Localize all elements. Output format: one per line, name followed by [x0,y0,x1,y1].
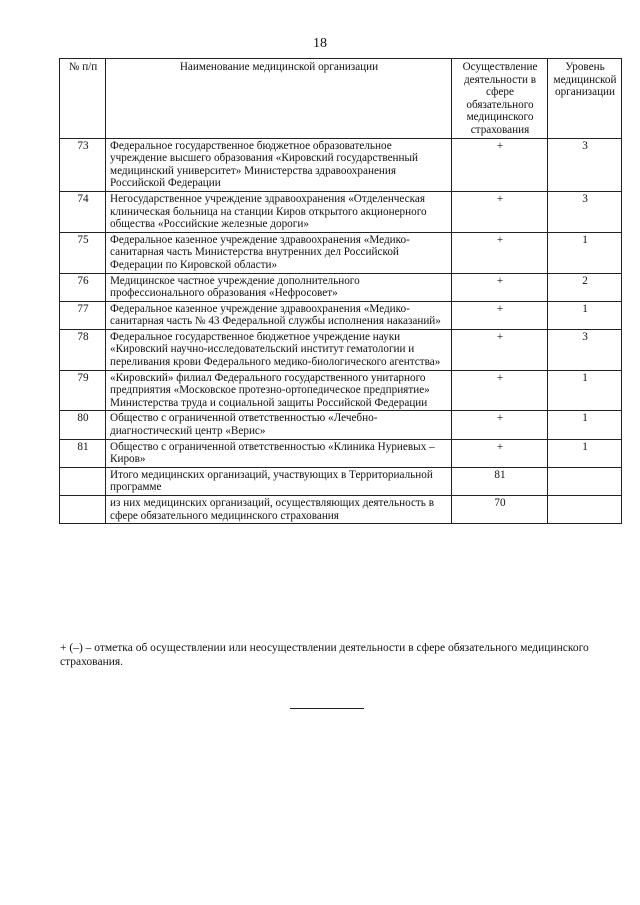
organization-name: Федеральное казенное учреждение здравоохранения «Медико-санитарная часть Министерства внутренних дел Российской Федерации по Кировской области» [106,232,452,273]
oms-mark: + [452,232,548,273]
oms-mark: + [452,301,548,329]
total-row [60,496,622,524]
row-number: 81 [60,439,106,467]
organization-name: Общество с ограниченной ответственностью «Лечебно-диагностический центр «Верис» [106,411,452,439]
organization-name: Федеральное казенное учреждение здравоохранения «Медико-санитарная часть № 43 Федеральной службы исполнения наказаний» [106,301,452,329]
table-row [60,301,622,329]
footnote: + (–) – отметка об осуществлении или неосуществлении деятельности в сфере обязательного медицинского страхования. [60,642,589,668]
organization-level: 1 [548,370,622,411]
closing-rule [290,708,364,709]
table-row [60,411,622,439]
oms-mark: + [452,411,548,439]
table-row [60,191,622,232]
total-value: 70 [452,496,548,524]
table-header-row [60,59,622,139]
empty-cell [548,496,622,524]
table-row [60,232,622,273]
organization-name: Медицинское частное учреждение дополнительного профессионального образования «Нефросовет» [106,273,452,301]
row-number: 80 [60,411,106,439]
row-number: 74 [60,191,106,232]
organization-name: Общество с ограниченной ответственностью «Клиника Нуриевых – Киров» [106,439,452,467]
empty-cell [60,467,106,495]
organization-level: 2 [548,273,622,301]
header-number: № п/п [60,59,106,139]
row-number: 75 [60,232,106,273]
page-number: 18 [313,36,327,51]
oms-mark: + [452,191,548,232]
header-level: Уровень медицинской организации [548,59,622,139]
organization-level: 3 [548,191,622,232]
empty-cell [60,496,106,524]
oms-mark: + [452,329,548,370]
table-row [60,370,622,411]
empty-cell [548,467,622,495]
organization-name: «Кировский» филиал Федерального государственного унитарного предприятия «Московское протезно-ортопедическое предприятие» Министерства труда и социальной защиты Российской Федерации [106,370,452,411]
organization-level: 1 [548,232,622,273]
total-row [60,467,622,495]
header-oms: Осуществление деятельности в сфере обязательного медицинского страхования [452,59,548,139]
oms-mark: + [452,273,548,301]
row-number: 79 [60,370,106,411]
row-number: 76 [60,273,106,301]
total-value: 81 [452,467,548,495]
oms-mark: + [452,370,548,411]
organization-level: 1 [548,439,622,467]
table-row [60,439,622,467]
medical-organizations-table [59,58,622,524]
organization-name: Федеральное государственное бюджетное образовательное учреждение высшего образования «Кировский государственный медицинский университет» Министерства здравоохранения Российской Федерации [106,138,452,191]
organization-level: 1 [548,411,622,439]
total-label: Итого медицинских организаций, участвующих в Территориальной программе [106,467,452,495]
organization-name: Федеральное государственное бюджетное учреждение науки «Кировский научно-исследовательский институт гематологии и переливания крови Федерального медико-биологического агентства» [106,329,452,370]
total-label: из них медицинских организаций, осуществляющих деятельность в сфере обязательного медицинского страхования [106,496,452,524]
row-number: 78 [60,329,106,370]
organization-name: Негосударственное учреждение здравоохранения «Отделенческая клиническая больница на станции Киров открытого акционерного общества «Российские железные дороги» [106,191,452,232]
table-row [60,329,622,370]
header-name: Наименование медицинской организации [106,59,452,139]
row-number: 73 [60,138,106,191]
table-row [60,138,622,191]
oms-mark: + [452,138,548,191]
row-number: 77 [60,301,106,329]
organization-level: 3 [548,329,622,370]
organization-level: 1 [548,301,622,329]
oms-mark: + [452,439,548,467]
organization-level: 3 [548,138,622,191]
table-row [60,273,622,301]
